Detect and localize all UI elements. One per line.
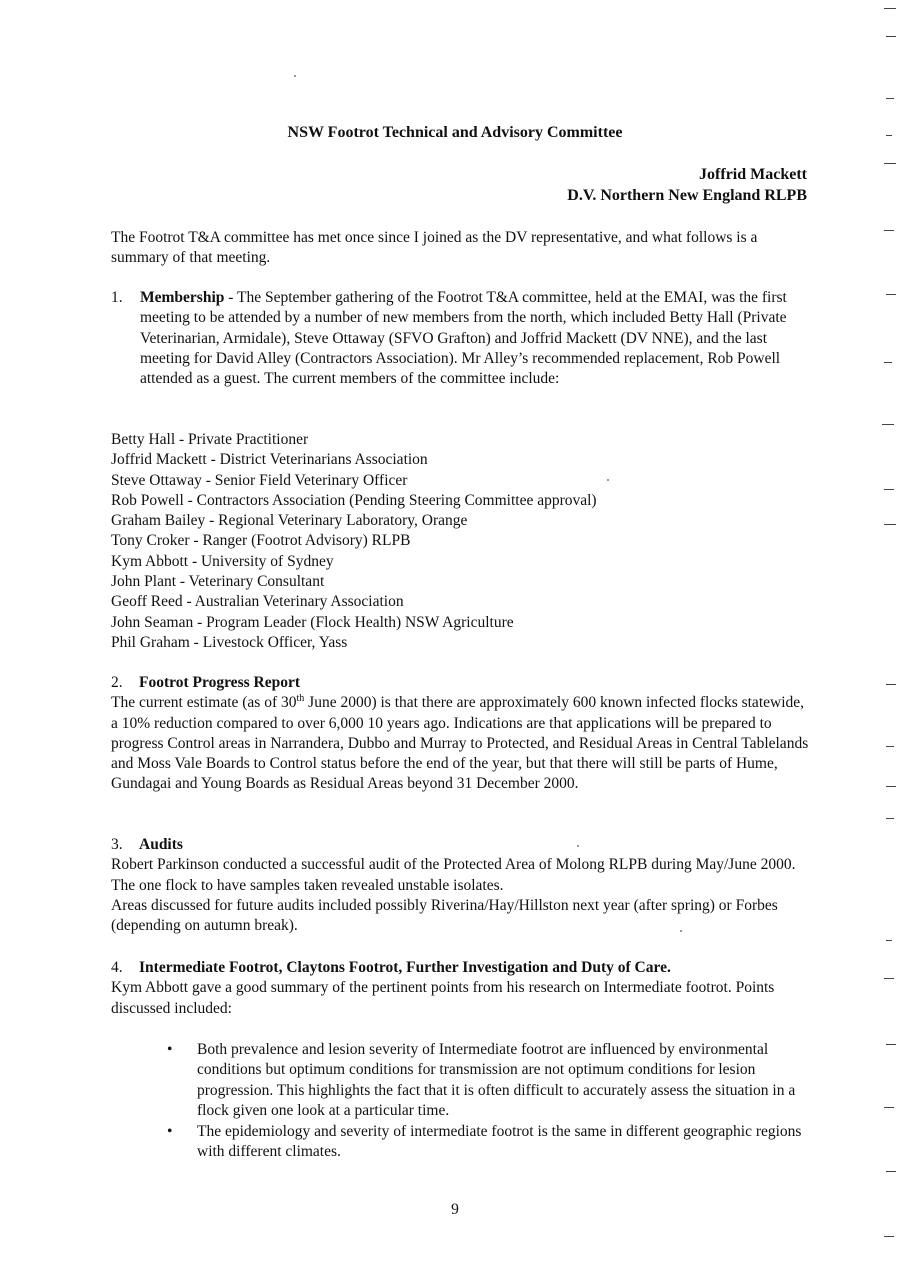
bullet-list <box>163 1040 803 1164</box>
member-item: Geoff Reed - Australian Veterinary Association <box>111 593 404 611</box>
section-heading-row <box>111 958 811 978</box>
section-heading-row <box>111 673 811 693</box>
section-heading: Membership <box>140 289 225 306</box>
section-text: Kym Abbott gave a good summary of the pertinent points from his research on Intermediate footrot. Points discussed included: <box>111 979 775 1017</box>
section-number: 2. <box>111 674 123 691</box>
member-item: Graham Bailey - Regional Veterinary Laboratory, Orange <box>111 512 468 530</box>
page-number: 9 <box>451 1201 459 1218</box>
scan-edge-marks <box>872 0 900 1279</box>
scan-speck <box>680 930 682 932</box>
section-number: 4. <box>111 959 123 976</box>
section-number: 1. <box>111 289 123 306</box>
intro-paragraph: The Footrot T&A committee has met once since I joined as the DV representative, and what follows is a summary of that meeting. <box>111 229 758 267</box>
author-role: D.V. Northern New England RLPB <box>567 187 807 204</box>
scan-speck <box>294 75 296 77</box>
section-heading-row <box>111 835 811 855</box>
member-item: Tony Croker - Ranger (Footrot Advisory) RLPB <box>111 532 411 550</box>
section-text: Areas discussed for future audits included possibly Riverina/Hay/Hillston next year (after spring) or Forbes (depending on autumn break). <box>111 896 778 935</box>
member-list <box>111 430 811 653</box>
bullet-text: Both prevalence and lesion severity of Intermediate footrot are influenced by environmental conditions but optimum conditions for transmission are not optimum conditions for lesion progression. This highlights the fact that it is often difficult to accurately assess the situation in a flock given one look at a particular time. <box>197 1041 796 1119</box>
document-title: NSW Footrot Technical and Advisory Committee <box>287 124 623 141</box>
section-number: 3. <box>111 836 123 853</box>
member-item: Rob Powell - Contractors Association (Pending Steering Committee approval) <box>111 491 597 509</box>
section-heading: Audits <box>139 836 183 853</box>
ordinal-suffix: th <box>296 693 305 705</box>
member-item: Betty Hall - Private Practitioner <box>111 431 309 448</box>
section-text: Robert Parkinson conducted a successful audit of the Protected Area of Molong RLPB during May/June 2000. The one flock to have samples taken revealed unstable isolates. <box>111 856 796 894</box>
member-item: Joffrid Mackett - District Veterinarians Association <box>111 451 428 469</box>
bullet-icon: • <box>167 1041 173 1058</box>
member-item: Kym Abbott - University of Sydney <box>111 552 334 570</box>
bullet-item <box>163 1122 803 1163</box>
section-text-part: June 2000) is that there are approximately 600 known infected flocks statewide, a 10% reduction compared to over 6,000 10 years ago. Indications are that applications will be prepared to progress Control areas in Narrandera, Dubbo and Murray to Protected, and Residual Areas in Central Tablelands and Moss Vale Boards to Control status before the end of the year, but that there will still be parts of Hume, Gundagai and Young Boards as Residual Areas beyond 31 December 2000. <box>111 694 809 793</box>
member-item: John Seaman - Program Leader (Flock Health) NSW Agriculture <box>111 613 514 631</box>
bullet-item <box>163 1040 803 1121</box>
author-name: Joffrid Mackett <box>699 166 807 183</box>
section-text <box>111 693 811 794</box>
scan-speck <box>577 845 579 847</box>
section-text: - The September gathering of the Footrot T&A committee, held at the EMAI, was the first meeting to be attended by a number of new members from the north, which included Betty Hall (Private Veterinarian, Armidale), Steve Ottaway (SFVO Grafton) and Joffrid Mackett (DV NNE), and the last meeting for David Alley (Contractors Association). Mr Alley’s recommended replacement, Rob Powell attended as a guest. The current members of the committee include: <box>140 289 787 388</box>
section-heading: Intermediate Footrot, Claytons Footrot, Further Investigation and Duty of Care. <box>139 959 671 976</box>
section-intermediate-footrot <box>111 958 811 1019</box>
author-block <box>567 164 807 206</box>
section-membership <box>111 288 811 389</box>
section-heading: Footrot Progress Report <box>139 674 300 691</box>
section-text-part: The current estimate (as of 30 <box>111 694 297 712</box>
section-audits <box>111 835 811 936</box>
member-item: Phil Graham - Livestock Officer, Yass <box>111 633 348 651</box>
member-item: Steve Ottaway - Senior Field Veterinary Officer <box>111 471 408 489</box>
member-item: John Plant - Veterinary Consultant <box>111 573 325 591</box>
section-body <box>140 288 805 389</box>
bullet-icon: • <box>167 1123 173 1141</box>
scan-speck <box>607 479 609 481</box>
bullet-text: The epidemiology and severity of intermediate footrot is the same in different geographic regions with different climates. <box>197 1123 802 1161</box>
section-progress-report <box>111 673 811 795</box>
